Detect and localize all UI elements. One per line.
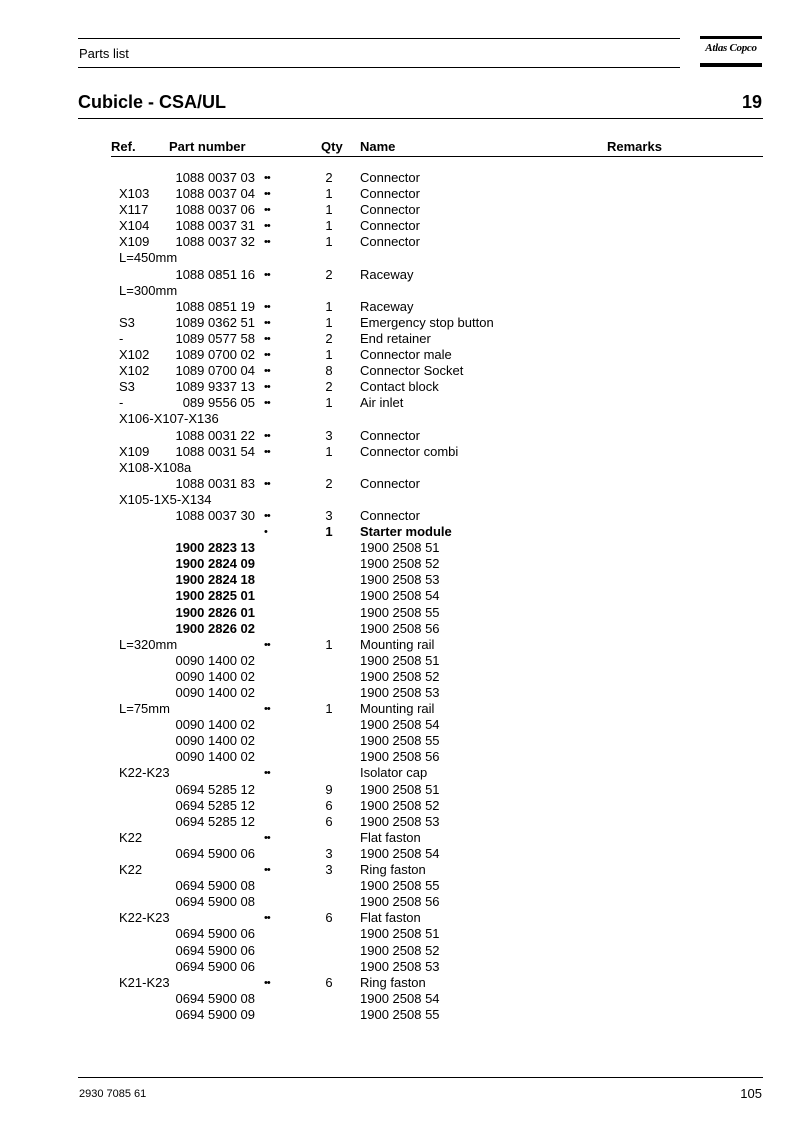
- row-part-number: 0694 5900 06: [175, 845, 255, 861]
- row-marker: ••: [264, 300, 270, 313]
- column-header-part-number: Part number: [169, 139, 246, 154]
- row-marker: ••: [264, 236, 270, 249]
- row-qty: 9: [325, 781, 333, 797]
- row-part-number: 0090 1400 02: [175, 749, 255, 765]
- row-qty: 1: [325, 395, 333, 411]
- table-row: [0, 798, 800, 814]
- row-part-number: 0694 5900 08: [175, 990, 255, 1006]
- row-qty: 6: [325, 813, 333, 829]
- row-qty: 2: [325, 170, 333, 185]
- row-name: 1900 2508 54: [360, 845, 440, 861]
- row-part-number: 0090 1400 02: [175, 652, 255, 668]
- table-row: [0, 685, 800, 701]
- row-ref: K21-K23: [119, 974, 170, 990]
- row-qty: 3: [325, 427, 333, 443]
- row-name: 1900 2508 51: [360, 652, 440, 668]
- table-row: [0, 621, 800, 637]
- row-name: 1900 2508 52: [360, 556, 440, 572]
- row-qty: 6: [325, 974, 333, 990]
- row-part-number: 0694 5900 08: [175, 894, 255, 910]
- row-name: Starter module: [360, 524, 452, 540]
- table-row: [0, 814, 800, 830]
- row-ref: L=320mm: [119, 636, 178, 652]
- row-part-number: 1900 2825 01: [175, 588, 255, 604]
- row-part-number: 1088 0037 04: [175, 186, 255, 202]
- row-part-number: 1088 0037 31: [175, 218, 255, 234]
- table-row: [0, 975, 800, 991]
- table-row: [0, 926, 800, 942]
- row-name: Connector: [360, 202, 420, 218]
- table-row: [0, 637, 800, 653]
- row-marker: ••: [264, 509, 270, 522]
- row-part-number: 0090 1400 02: [175, 733, 255, 749]
- row-name: Raceway: [360, 266, 414, 282]
- row-qty: 1: [325, 314, 333, 330]
- row-part-number: 089 9556 05: [182, 395, 255, 411]
- page-number: 105: [740, 1086, 762, 1101]
- row-name: Connector: [360, 186, 420, 202]
- row-ref: L=450mm: [119, 250, 178, 266]
- row-qty: 1: [325, 298, 333, 314]
- row-qty: 1: [325, 443, 333, 459]
- logo-bar-bottom: [700, 63, 762, 67]
- row-marker: ••: [264, 767, 270, 780]
- row-qty: 1: [325, 186, 333, 202]
- row-name: 1900 2508 52: [360, 668, 440, 684]
- row-part-number: 1088 0037 32: [175, 234, 255, 250]
- atlas-copco-logo: [700, 36, 762, 68]
- row-qty: 1: [325, 218, 333, 234]
- row-part-number: 1089 0362 51: [175, 314, 255, 330]
- row-qty: 2: [325, 330, 333, 346]
- row-part-number: 0694 5900 06: [175, 942, 255, 958]
- row-part-number: 1089 9337 13: [175, 379, 255, 395]
- row-name: 1900 2508 54: [360, 990, 440, 1006]
- row-part-number: 1900 2824 09: [175, 556, 255, 572]
- header-rule-bottom: [78, 67, 680, 68]
- table-row: [0, 701, 800, 717]
- table-row: [0, 283, 800, 299]
- row-ref: K22-K23: [119, 765, 170, 781]
- row-ref: X102: [119, 363, 150, 379]
- row-part-number: 1088 0031 54: [175, 443, 255, 459]
- row-ref: K22: [119, 829, 143, 845]
- row-name: Contact block: [360, 379, 439, 395]
- table-row: [0, 862, 800, 878]
- row-name: 1900 2508 51: [360, 781, 440, 797]
- table-row: [0, 411, 800, 427]
- row-name: 1900 2508 56: [360, 894, 440, 910]
- table-row: [0, 572, 800, 588]
- row-part-number: 1088 0851 16: [175, 266, 255, 282]
- row-part-number: 0090 1400 02: [175, 717, 255, 733]
- table-row: [0, 556, 800, 572]
- row-part-number: 1088 0037 03: [175, 170, 255, 185]
- row-name: 1900 2508 55: [360, 1006, 440, 1022]
- row-name: Mounting rail: [360, 701, 435, 717]
- row-qty: 6: [325, 797, 333, 813]
- row-part-number: 0090 1400 02: [175, 668, 255, 684]
- header-label: Parts list: [79, 46, 129, 61]
- table-row: [0, 943, 800, 959]
- row-part-number: 0694 5900 06: [175, 926, 255, 942]
- row-name: 1900 2508 53: [360, 572, 440, 588]
- table-row: [0, 782, 800, 798]
- row-name: 1900 2508 54: [360, 588, 440, 604]
- row-qty: 6: [325, 910, 333, 926]
- row-name: Connector male: [360, 347, 452, 363]
- row-name: 1900 2508 56: [360, 749, 440, 765]
- row-ref: X106-X107-X136: [119, 411, 219, 427]
- row-name: Emergency stop button: [360, 314, 494, 330]
- row-name: 1900 2508 53: [360, 958, 440, 974]
- row-qty: 1: [325, 701, 333, 717]
- row-name: Connector: [360, 475, 420, 491]
- row-ref: K22-K23: [119, 910, 170, 926]
- row-ref: X103: [119, 186, 150, 202]
- row-marker: ••: [264, 204, 270, 217]
- column-header-remarks: Remarks: [607, 139, 662, 154]
- footer-rule: [78, 1077, 763, 1078]
- row-part-number: 1089 0700 02: [175, 347, 255, 363]
- table-row: [0, 653, 800, 669]
- row-name: End retainer: [360, 330, 431, 346]
- row-ref: -: [119, 330, 124, 346]
- row-qty: 3: [325, 862, 333, 878]
- row-qty: 1: [325, 202, 333, 218]
- row-marker: ••: [264, 831, 270, 844]
- row-part-number: 1900 2826 01: [175, 604, 255, 620]
- row-marker: ••: [264, 188, 270, 201]
- table-row: [0, 765, 800, 781]
- row-marker: ••: [264, 976, 270, 989]
- row-part-number: 1900 2824 18: [175, 572, 255, 588]
- row-ref: K22: [119, 862, 143, 878]
- title-rule: [78, 118, 763, 119]
- table-row: [0, 588, 800, 604]
- row-ref: X109: [119, 443, 150, 459]
- row-name: Connector: [360, 234, 420, 250]
- table-row: [0, 878, 800, 894]
- row-marker: ••: [264, 349, 270, 362]
- row-name: Flat faston: [360, 829, 421, 845]
- table-row: [0, 476, 800, 492]
- row-part-number: 0694 5900 06: [175, 958, 255, 974]
- row-ref: X117: [119, 202, 149, 218]
- row-qty: 1: [325, 524, 333, 540]
- section-number: 19: [741, 92, 762, 112]
- header-rule-top: [78, 38, 680, 39]
- table-row: [0, 331, 800, 347]
- row-qty: 3: [325, 507, 333, 523]
- row-name: Raceway: [360, 298, 414, 314]
- table-row: [0, 234, 800, 250]
- table-row: [0, 218, 800, 234]
- row-name: Isolator cap: [360, 765, 428, 781]
- row-name: 1900 2508 52: [360, 942, 440, 958]
- row-ref: S3: [119, 314, 135, 330]
- row-name: Ring faston: [360, 862, 426, 878]
- table-row: [0, 846, 800, 862]
- row-qty: 1: [325, 347, 333, 363]
- row-name: 1900 2508 52: [360, 797, 440, 813]
- table-row: [0, 250, 800, 266]
- row-qty: 1: [325, 636, 333, 652]
- table-row: [0, 991, 800, 1007]
- row-qty: 2: [325, 266, 333, 282]
- page-title: Cubicle - CSA/UL: [78, 92, 227, 112]
- row-marker: ••: [264, 316, 270, 329]
- row-name: Mounting rail: [360, 636, 435, 652]
- row-part-number: 1089 0700 04: [175, 363, 255, 379]
- table-row: [0, 267, 800, 283]
- row-marker: ••: [264, 220, 270, 233]
- row-qty: 2: [325, 475, 333, 491]
- row-name: Connector: [360, 218, 420, 234]
- row-marker: ••: [264, 381, 270, 394]
- row-marker: ••: [264, 703, 270, 716]
- logo-text: Atlas Copco: [705, 42, 757, 54]
- row-marker: ••: [264, 397, 270, 410]
- row-name: Flat faston: [360, 910, 421, 926]
- row-ref: X108-X108a: [119, 459, 192, 475]
- row-ref: S3: [119, 379, 135, 395]
- row-name: 1900 2508 53: [360, 813, 440, 829]
- row-part-number: 1088 0031 22: [175, 427, 255, 443]
- row-marker: •: [264, 526, 267, 539]
- row-part-number: 1088 0031 83: [175, 475, 255, 491]
- row-marker: ••: [264, 912, 270, 925]
- parts-table: [0, 170, 800, 1023]
- row-part-number: 1900 2823 13: [175, 540, 255, 556]
- row-part-number: 0694 5900 09: [175, 1006, 255, 1022]
- row-marker: ••: [264, 864, 270, 877]
- table-row: [0, 379, 800, 395]
- table-row: [0, 444, 800, 460]
- table-row: [0, 460, 800, 476]
- table-row: [0, 186, 800, 202]
- row-part-number: 0694 5285 12: [175, 813, 255, 829]
- row-marker: ••: [264, 638, 270, 651]
- row-name: 1900 2508 55: [360, 733, 440, 749]
- row-name: 1900 2508 53: [360, 685, 440, 700]
- row-ref: X104: [119, 218, 150, 234]
- table-row: [0, 959, 800, 975]
- table-row: [0, 733, 800, 749]
- row-name: Connector: [360, 170, 420, 185]
- table-row: [0, 508, 800, 524]
- row-ref: -: [119, 395, 124, 411]
- row-name: Air inlet: [360, 395, 404, 411]
- row-marker: ••: [264, 332, 270, 345]
- row-ref: X109: [119, 234, 150, 250]
- row-qty: 1: [325, 234, 333, 250]
- row-name: Ring faston: [360, 974, 426, 990]
- row-name: Connector combi: [360, 443, 459, 459]
- row-name: Connector: [360, 507, 420, 523]
- row-marker: ••: [264, 429, 270, 442]
- table-row: [0, 830, 800, 846]
- table-row: [0, 669, 800, 685]
- column-header-ref: Ref.: [111, 139, 136, 154]
- table-row: [0, 299, 800, 315]
- table-row: [0, 395, 800, 411]
- table-row: [0, 894, 800, 910]
- table-row: [0, 540, 800, 556]
- row-marker: ••: [264, 268, 270, 281]
- table-row: [0, 605, 800, 621]
- table-row: [0, 363, 800, 379]
- row-qty: 3: [325, 845, 333, 861]
- row-marker: ••: [264, 445, 270, 458]
- column-header-name: Name: [360, 139, 396, 154]
- logo-bar-top: [700, 36, 762, 39]
- row-marker: ••: [264, 172, 270, 184]
- row-part-number: 1088 0037 30: [175, 507, 255, 523]
- row-ref: L=300mm: [119, 282, 178, 298]
- table-row: [0, 1007, 800, 1023]
- table-row: [0, 170, 800, 186]
- row-name: Connector: [360, 427, 420, 443]
- row-part-number: 1088 0037 06: [175, 202, 255, 218]
- row-marker: ••: [264, 477, 270, 490]
- row-qty: 2: [325, 379, 333, 395]
- table-row: [0, 315, 800, 331]
- row-name: 1900 2508 51: [360, 926, 440, 942]
- row-part-number: 1089 0577 58: [175, 330, 255, 346]
- row-marker: ••: [264, 365, 270, 378]
- row-name: 1900 2508 55: [360, 878, 440, 894]
- row-part-number: 0090 1400 02: [175, 685, 255, 700]
- row-name: 1900 2508 51: [360, 540, 440, 556]
- row-ref: X105-1X5-X134: [119, 491, 212, 507]
- row-part-number: 0694 5900 08: [175, 878, 255, 894]
- table-row: [0, 910, 800, 926]
- row-part-number: 0694 5285 12: [175, 781, 255, 797]
- table-row: [0, 492, 800, 508]
- row-ref: X102: [119, 347, 150, 363]
- row-name: 1900 2508 56: [360, 620, 440, 636]
- row-part-number: 1900 2826 02: [175, 620, 255, 636]
- row-name: 1900 2508 54: [360, 717, 440, 733]
- column-header-qty: Qty: [321, 139, 343, 154]
- row-name: Connector Socket: [360, 363, 464, 379]
- row-part-number: 0694 5285 12: [175, 797, 255, 813]
- document-number: 2930 7085 61: [79, 1088, 147, 1100]
- table-row: [0, 202, 800, 218]
- row-ref: L=75mm: [119, 701, 170, 717]
- table-row: [0, 428, 800, 444]
- table-row: [0, 749, 800, 765]
- table-row: [0, 524, 800, 540]
- row-name: 1900 2508 55: [360, 604, 440, 620]
- table-row: [0, 717, 800, 733]
- row-qty: 8: [325, 363, 333, 379]
- row-part-number: 1088 0851 19: [175, 298, 255, 314]
- table-row: [0, 347, 800, 363]
- column-header-rule: [111, 156, 763, 157]
